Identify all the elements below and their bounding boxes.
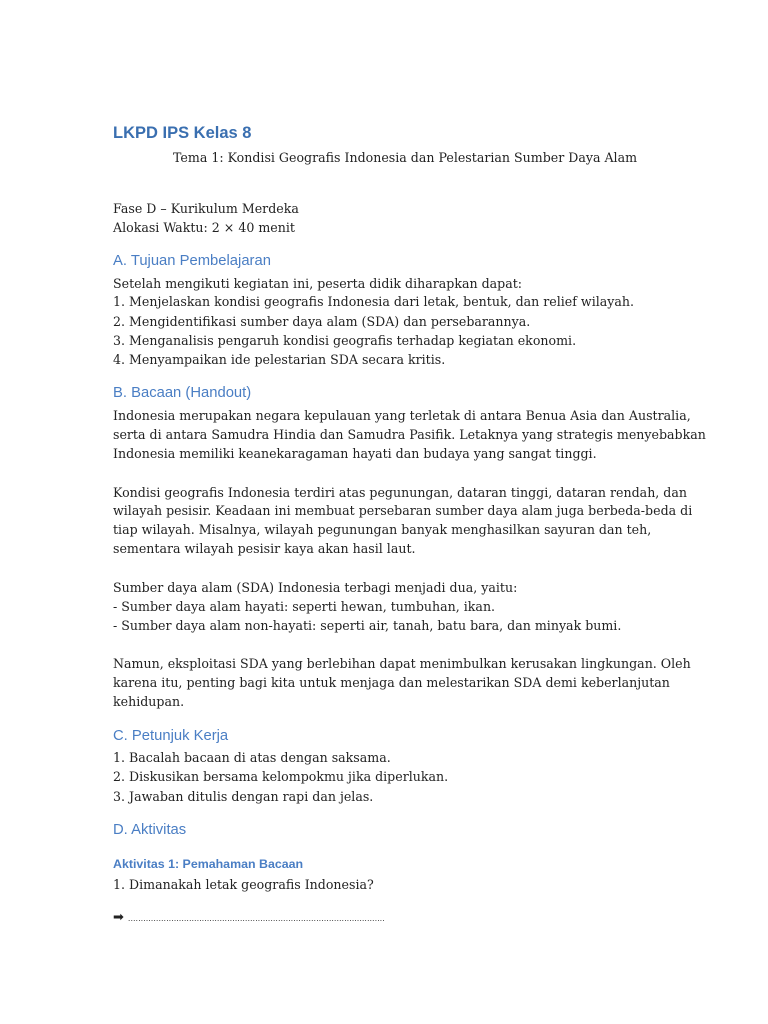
instruction-line: 3. Jawaban ditulis dengan rapi dan jelas.: [113, 789, 374, 804]
section-a-line: 1. Menjelaskan kondisi geografis Indonesia dari letak, bentuk, dan relief wilayah.: [113, 294, 634, 309]
handout-line: Indonesia memiliki keanekaragaman hayati dan budaya yang sangat tinggi.: [113, 446, 597, 461]
activity-1-question: 1. Dimanakah letak geografis Indonesia?: [113, 877, 374, 892]
fase-line: Fase D – Kurikulum Merdeka: [113, 201, 299, 216]
section-a-line: 4. Menyampaikan ide pelestarian SDA secara kritis.: [113, 352, 446, 367]
handout-line: - Sumber daya alam hayati: seperti hewan, tumbuhan, ikan.: [113, 599, 496, 614]
section-c-heading: C. Petunjuk Kerja: [113, 728, 229, 744]
section-d-heading: D. Aktivitas: [113, 822, 187, 838]
handout-line: wilayah pesisir. Keadaan ini membuat persebaran sumber daya alam juga berbeda-beda di: [113, 503, 693, 518]
section-a-heading: A. Tujuan Pembelajaran: [113, 253, 271, 269]
arrow-right-icon: ➡: [113, 910, 124, 925]
handout-line: - Sumber daya alam non-hayati: seperti air, tanah, batu bara, dan minyak bumi.: [113, 618, 622, 633]
instruction-line: 1. Bacalah bacaan di atas dengan saksama.: [113, 750, 391, 765]
section-b-heading: B. Bacaan (Handout): [113, 385, 252, 401]
handout-line: Indonesia merupakan negara kepulauan yang terletak di antara Benua Asia dan Australia,: [113, 408, 691, 423]
answer-dotted-line: .....................................................................................................: [127, 914, 385, 923]
activity-1-heading: Aktivitas 1: Pemahaman Bacaan: [113, 857, 304, 871]
handout-line: Namun, eksploitasi SDA yang berlebihan dapat menimbulkan kerusakan lingkungan. Oleh: [113, 656, 691, 671]
answer-line[interactable]: [113, 909, 385, 925]
document-title: LKPD IPS Kelas 8: [113, 124, 252, 142]
section-a-line: 3. Menganalisis pengaruh kondisi geografis terhadap kegiatan ekonomi.: [113, 333, 577, 348]
handout-line: kehidupan.: [113, 694, 185, 709]
handout-line: Sumber daya alam (SDA) Indonesia terbagi menjadi dua, yaitu:: [113, 580, 518, 595]
section-a-line: 2. Mengidentifikasi sumber daya alam (SDA) dan persebarannya.: [113, 314, 531, 329]
section-a-line: Setelah mengikuti kegiatan ini, peserta didik diharapkan dapat:: [113, 276, 523, 291]
alokasi-waktu-line: Alokasi Waktu: 2 × 40 menit: [113, 220, 295, 235]
handout-line: tiap wilayah. Misalnya, wilayah pegunungan banyak menghasilkan sayuran dan teh,: [113, 522, 652, 537]
handout-line: Kondisi geografis Indonesia terdiri atas pegunungan, dataran tinggi, dataran rendah, dan: [113, 485, 687, 500]
instruction-line: 2. Diskusikan bersama kelompokmu jika diperlukan.: [113, 769, 449, 784]
handout-line: serta di antara Samudra Hindia dan Samudra Pasifik. Letaknya yang strategis menyebabkan: [113, 427, 706, 442]
handout-line: karena itu, penting bagi kita untuk menjaga dan melestarikan SDA demi keberlanjutan: [113, 675, 670, 690]
document-subtitle: Tema 1: Kondisi Geografis Indonesia dan Pelestarian Sumber Daya Alam: [173, 150, 638, 165]
handout-line: sementara wilayah pesisir kaya akan hasil laut.: [113, 541, 416, 556]
